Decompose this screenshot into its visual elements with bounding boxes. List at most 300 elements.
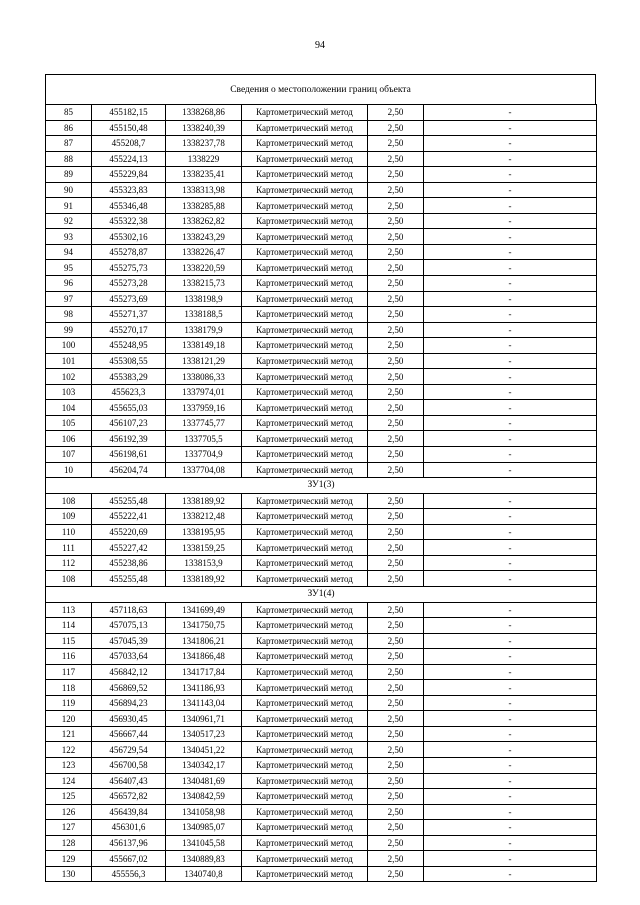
point-number-cell: 124 [46, 773, 92, 789]
method-cell: Картометрический метод [242, 198, 368, 214]
y-coordinate-cell: 1338189,92 [166, 493, 242, 509]
point-number-cell: 96 [46, 276, 92, 292]
accuracy-cell: 2,50 [368, 757, 424, 773]
point-number-cell: 104 [46, 400, 92, 416]
table-row [46, 493, 597, 509]
point-number-cell: 101 [46, 353, 92, 369]
accuracy-cell: 2,50 [368, 260, 424, 276]
x-coordinate-cell: 457045,39 [92, 633, 166, 649]
method-cell: Картометрический метод [242, 695, 368, 711]
group-row [46, 478, 597, 494]
description-cell: - [424, 711, 597, 727]
group-label: ЗУ1(3) [46, 478, 597, 494]
point-number-cell: 112 [46, 555, 92, 571]
accuracy-cell: 2,50 [368, 649, 424, 665]
x-coordinate-cell: 456107,23 [92, 415, 166, 431]
x-coordinate-cell: 455248,95 [92, 338, 166, 354]
description-cell: - [424, 820, 597, 836]
y-coordinate-cell: 1338212,48 [166, 509, 242, 525]
point-number-cell: 93 [46, 229, 92, 245]
table-row [46, 244, 597, 260]
y-coordinate-cell: 1340740,8 [166, 866, 242, 882]
point-number-cell: 123 [46, 757, 92, 773]
accuracy-cell: 2,50 [368, 384, 424, 400]
point-number-cell: 108 [46, 493, 92, 509]
description-cell: - [424, 182, 597, 198]
accuracy-cell: 2,50 [368, 213, 424, 229]
table-row [46, 789, 597, 805]
accuracy-cell: 2,50 [368, 167, 424, 183]
method-cell: Картометрический метод [242, 820, 368, 836]
y-coordinate-cell: 1338121,29 [166, 353, 242, 369]
y-coordinate-cell: 1338237,78 [166, 136, 242, 152]
description-cell: - [424, 866, 597, 882]
description-cell: - [424, 213, 597, 229]
table-row [46, 120, 597, 136]
point-number-cell: 111 [46, 540, 92, 556]
table-row [46, 633, 597, 649]
method-cell: Картометрический метод [242, 384, 368, 400]
point-number-cell: 122 [46, 742, 92, 758]
method-cell: Картометрический метод [242, 742, 368, 758]
point-number-cell: 90 [46, 182, 92, 198]
point-number-cell: 106 [46, 431, 92, 447]
point-number-cell: 89 [46, 167, 92, 183]
y-coordinate-cell: 1337959,16 [166, 400, 242, 416]
point-number-cell: 99 [46, 322, 92, 338]
y-coordinate-cell: 1337974,01 [166, 384, 242, 400]
table-row [46, 524, 597, 540]
table-row [46, 260, 597, 276]
accuracy-cell: 2,50 [368, 182, 424, 198]
accuracy-cell: 2,50 [368, 198, 424, 214]
table-row [46, 555, 597, 571]
y-coordinate-cell: 1337745,77 [166, 415, 242, 431]
description-cell: - [424, 540, 597, 556]
x-coordinate-cell: 455150,48 [92, 120, 166, 136]
point-number-cell: 103 [46, 384, 92, 400]
x-coordinate-cell: 455667,02 [92, 851, 166, 867]
method-cell: Картометрический метод [242, 369, 368, 385]
point-number-cell: 119 [46, 695, 92, 711]
method-cell: Картометрический метод [242, 213, 368, 229]
point-number-cell: 130 [46, 866, 92, 882]
x-coordinate-cell: 456407,43 [92, 773, 166, 789]
method-cell: Картометрический метод [242, 136, 368, 152]
method-cell: Картометрический метод [242, 509, 368, 525]
description-cell: - [424, 136, 597, 152]
y-coordinate-cell: 1340481,69 [166, 773, 242, 789]
point-number-cell: 110 [46, 524, 92, 540]
accuracy-cell: 2,50 [368, 105, 424, 121]
method-cell: Картометрический метод [242, 866, 368, 882]
description-cell: - [424, 198, 597, 214]
x-coordinate-cell: 456301,6 [92, 820, 166, 836]
point-number-cell: 126 [46, 804, 92, 820]
table-row [46, 229, 597, 245]
point-number-cell: 91 [46, 198, 92, 214]
point-number-cell: 10 [46, 462, 92, 478]
table-row [46, 851, 597, 867]
accuracy-cell: 2,50 [368, 866, 424, 882]
description-cell: - [424, 664, 597, 680]
description-cell: - [424, 493, 597, 509]
accuracy-cell: 2,50 [368, 540, 424, 556]
accuracy-cell: 2,50 [368, 555, 424, 571]
accuracy-cell: 2,50 [368, 695, 424, 711]
point-number-cell: 100 [46, 338, 92, 354]
table-row [46, 773, 597, 789]
x-coordinate-cell: 455323,83 [92, 182, 166, 198]
point-number-cell: 128 [46, 835, 92, 851]
table-row [46, 664, 597, 680]
method-cell: Картометрический метод [242, 789, 368, 805]
method-cell: Картометрический метод [242, 524, 368, 540]
accuracy-cell: 2,50 [368, 415, 424, 431]
table-row [46, 447, 597, 463]
y-coordinate-cell: 1341045,58 [166, 835, 242, 851]
y-coordinate-cell: 1338179,9 [166, 322, 242, 338]
y-coordinate-cell: 1338215,73 [166, 276, 242, 292]
description-cell: - [424, 462, 597, 478]
description-cell: - [424, 447, 597, 463]
accuracy-cell: 2,50 [368, 524, 424, 540]
x-coordinate-cell: 455346,48 [92, 198, 166, 214]
point-number-cell: 98 [46, 307, 92, 323]
table-row [46, 415, 597, 431]
y-coordinate-cell: 1338285,88 [166, 198, 242, 214]
accuracy-cell: 2,50 [368, 571, 424, 587]
point-number-cell: 129 [46, 851, 92, 867]
x-coordinate-cell: 455273,69 [92, 291, 166, 307]
accuracy-cell: 2,50 [368, 431, 424, 447]
y-coordinate-cell: 1338240,39 [166, 120, 242, 136]
table-row [46, 136, 597, 152]
accuracy-cell: 2,50 [368, 120, 424, 136]
description-cell: - [424, 105, 597, 121]
method-cell: Картометрический метод [242, 338, 368, 354]
description-cell: - [424, 384, 597, 400]
x-coordinate-cell: 455270,17 [92, 322, 166, 338]
x-coordinate-cell: 456192,39 [92, 431, 166, 447]
x-coordinate-cell: 455182,15 [92, 105, 166, 121]
y-coordinate-cell: 1338086,33 [166, 369, 242, 385]
table-row [46, 820, 597, 836]
table-row [46, 680, 597, 696]
point-number-cell: 116 [46, 649, 92, 665]
point-number-cell: 121 [46, 726, 92, 742]
table-row [46, 322, 597, 338]
point-number-cell: 95 [46, 260, 92, 276]
description-cell: - [424, 291, 597, 307]
method-cell: Картометрический метод [242, 618, 368, 634]
description-cell: - [424, 571, 597, 587]
table-row [46, 291, 597, 307]
method-cell: Картометрический метод [242, 462, 368, 478]
table-row [46, 509, 597, 525]
x-coordinate-cell: 455273,28 [92, 276, 166, 292]
point-number-cell: 114 [46, 618, 92, 634]
table-row [46, 618, 597, 634]
x-coordinate-cell: 456729,54 [92, 742, 166, 758]
x-coordinate-cell: 455255,48 [92, 571, 166, 587]
method-cell: Картометрический метод [242, 680, 368, 696]
point-number-cell: 97 [46, 291, 92, 307]
x-coordinate-cell: 455302,16 [92, 229, 166, 245]
y-coordinate-cell: 1341866,48 [166, 649, 242, 665]
x-coordinate-cell: 457033,64 [92, 649, 166, 665]
description-cell: - [424, 307, 597, 323]
table-row [46, 804, 597, 820]
description-cell: - [424, 680, 597, 696]
method-cell: Картометрический метод [242, 151, 368, 167]
table-row [46, 571, 597, 587]
table-row [46, 276, 597, 292]
x-coordinate-cell: 456869,52 [92, 680, 166, 696]
y-coordinate-cell: 1338195,95 [166, 524, 242, 540]
y-coordinate-cell: 1338198,9 [166, 291, 242, 307]
x-coordinate-cell: 455322,38 [92, 213, 166, 229]
description-cell: - [424, 244, 597, 260]
description-cell: - [424, 167, 597, 183]
method-cell: Картометрический метод [242, 322, 368, 338]
x-coordinate-cell: 455229,84 [92, 167, 166, 183]
description-cell: - [424, 509, 597, 525]
method-cell: Картометрический метод [242, 260, 368, 276]
accuracy-cell: 2,50 [368, 509, 424, 525]
description-cell: - [424, 804, 597, 820]
boundary-coordinates-table [45, 104, 597, 882]
y-coordinate-cell: 1340842,59 [166, 789, 242, 805]
table-row [46, 757, 597, 773]
x-coordinate-cell: 455224,13 [92, 151, 166, 167]
method-cell: Картометрический метод [242, 167, 368, 183]
method-cell: Картометрический метод [242, 307, 368, 323]
y-coordinate-cell: 1338220,59 [166, 260, 242, 276]
description-cell: - [424, 742, 597, 758]
method-cell: Картометрический метод [242, 649, 368, 665]
y-coordinate-cell: 1337704,08 [166, 462, 242, 478]
y-coordinate-cell: 1341750,75 [166, 618, 242, 634]
description-cell: - [424, 400, 597, 416]
table-row [46, 167, 597, 183]
y-coordinate-cell: 1338189,92 [166, 571, 242, 587]
y-coordinate-cell: 1338226,47 [166, 244, 242, 260]
point-number-cell: 115 [46, 633, 92, 649]
point-number-cell: 105 [46, 415, 92, 431]
group-label: ЗУ1(4) [46, 586, 597, 602]
x-coordinate-cell: 455238,86 [92, 555, 166, 571]
method-cell: Картометрический метод [242, 555, 368, 571]
description-cell: - [424, 555, 597, 571]
accuracy-cell: 2,50 [368, 789, 424, 805]
point-number-cell: 108 [46, 571, 92, 587]
point-number-cell: 117 [46, 664, 92, 680]
method-cell: Картометрический метод [242, 633, 368, 649]
description-cell: - [424, 649, 597, 665]
table-row [46, 213, 597, 229]
accuracy-cell: 2,50 [368, 820, 424, 836]
method-cell: Картометрический метод [242, 244, 368, 260]
accuracy-cell: 2,50 [368, 369, 424, 385]
y-coordinate-cell: 1338188,5 [166, 307, 242, 323]
table-row [46, 431, 597, 447]
x-coordinate-cell: 456894,23 [92, 695, 166, 711]
point-number-cell: 88 [46, 151, 92, 167]
accuracy-cell: 2,50 [368, 400, 424, 416]
table-row [46, 338, 597, 354]
description-cell: - [424, 151, 597, 167]
boundary-table-sheet [45, 74, 596, 882]
method-cell: Картометрический метод [242, 353, 368, 369]
point-number-cell: 125 [46, 789, 92, 805]
description-cell: - [424, 835, 597, 851]
description-cell: - [424, 415, 597, 431]
method-cell: Картометрический метод [242, 105, 368, 121]
y-coordinate-cell: 1338268,86 [166, 105, 242, 121]
y-coordinate-cell: 1340517,23 [166, 726, 242, 742]
table-row [46, 711, 597, 727]
method-cell: Картометрический метод [242, 726, 368, 742]
x-coordinate-cell: 456930,45 [92, 711, 166, 727]
page-number: 94 [315, 40, 325, 51]
x-coordinate-cell: 455271,37 [92, 307, 166, 323]
accuracy-cell: 2,50 [368, 353, 424, 369]
y-coordinate-cell: 1338149,18 [166, 338, 242, 354]
method-cell: Картометрический метод [242, 431, 368, 447]
x-coordinate-cell: 456204,74 [92, 462, 166, 478]
point-number-cell: 109 [46, 509, 92, 525]
method-cell: Картометрический метод [242, 182, 368, 198]
accuracy-cell: 2,50 [368, 851, 424, 867]
x-coordinate-cell: 456137,96 [92, 835, 166, 851]
y-coordinate-cell: 1341806,21 [166, 633, 242, 649]
accuracy-cell: 2,50 [368, 338, 424, 354]
x-coordinate-cell: 455275,73 [92, 260, 166, 276]
description-cell: - [424, 789, 597, 805]
accuracy-cell: 2,50 [368, 618, 424, 634]
y-coordinate-cell: 1337704,9 [166, 447, 242, 463]
method-cell: Картометрический метод [242, 229, 368, 245]
table-row [46, 182, 597, 198]
table-title: Сведения о местоположении границ объекта [45, 74, 596, 104]
method-cell: Картометрический метод [242, 493, 368, 509]
description-cell: - [424, 773, 597, 789]
accuracy-cell: 2,50 [368, 291, 424, 307]
y-coordinate-cell: 1338153,9 [166, 555, 242, 571]
description-cell: - [424, 260, 597, 276]
table-row [46, 602, 597, 618]
accuracy-cell: 2,50 [368, 742, 424, 758]
method-cell: Картометрический метод [242, 664, 368, 680]
table-row [46, 835, 597, 851]
y-coordinate-cell: 1340985,07 [166, 820, 242, 836]
table-row [46, 726, 597, 742]
accuracy-cell: 2,50 [368, 136, 424, 152]
point-number-cell: 86 [46, 120, 92, 136]
x-coordinate-cell: 455655,03 [92, 400, 166, 416]
description-cell: - [424, 602, 597, 618]
table-row [46, 649, 597, 665]
accuracy-cell: 2,50 [368, 244, 424, 260]
description-cell: - [424, 276, 597, 292]
table-row [46, 400, 597, 416]
point-number-cell: 107 [46, 447, 92, 463]
accuracy-cell: 2,50 [368, 322, 424, 338]
y-coordinate-cell: 1337705,5 [166, 431, 242, 447]
x-coordinate-cell: 455383,29 [92, 369, 166, 385]
x-coordinate-cell: 455227,42 [92, 540, 166, 556]
y-coordinate-cell: 1338262,82 [166, 213, 242, 229]
table-row [46, 353, 597, 369]
accuracy-cell: 2,50 [368, 726, 424, 742]
x-coordinate-cell: 457118,63 [92, 602, 166, 618]
description-cell: - [424, 229, 597, 245]
method-cell: Картометрический метод [242, 773, 368, 789]
description-cell: - [424, 431, 597, 447]
point-number-cell: 113 [46, 602, 92, 618]
accuracy-cell: 2,50 [368, 680, 424, 696]
description-cell: - [424, 757, 597, 773]
table-row [46, 540, 597, 556]
x-coordinate-cell: 456572,82 [92, 789, 166, 805]
accuracy-cell: 2,50 [368, 493, 424, 509]
x-coordinate-cell: 455222,41 [92, 509, 166, 525]
table-row [46, 742, 597, 758]
accuracy-cell: 2,50 [368, 307, 424, 323]
x-coordinate-cell: 455255,48 [92, 493, 166, 509]
x-coordinate-cell: 456842,12 [92, 664, 166, 680]
table-row [46, 369, 597, 385]
method-cell: Картометрический метод [242, 602, 368, 618]
accuracy-cell: 2,50 [368, 462, 424, 478]
method-cell: Картометрический метод [242, 711, 368, 727]
method-cell: Картометрический метод [242, 835, 368, 851]
x-coordinate-cell: 455556,3 [92, 866, 166, 882]
accuracy-cell: 2,50 [368, 804, 424, 820]
x-coordinate-cell: 456439,84 [92, 804, 166, 820]
method-cell: Картометрический метод [242, 415, 368, 431]
y-coordinate-cell: 1341058,98 [166, 804, 242, 820]
accuracy-cell: 2,50 [368, 711, 424, 727]
description-cell: - [424, 618, 597, 634]
description-cell: - [424, 695, 597, 711]
method-cell: Картометрический метод [242, 540, 368, 556]
method-cell: Картометрический метод [242, 120, 368, 136]
method-cell: Картометрический метод [242, 571, 368, 587]
y-coordinate-cell: 1338243,29 [166, 229, 242, 245]
point-number-cell: 120 [46, 711, 92, 727]
table-row [46, 105, 597, 121]
point-number-cell: 118 [46, 680, 92, 696]
description-cell: - [424, 633, 597, 649]
table-row [46, 151, 597, 167]
accuracy-cell: 2,50 [368, 276, 424, 292]
method-cell: Картометрический метод [242, 851, 368, 867]
y-coordinate-cell: 1341143,04 [166, 695, 242, 711]
point-number-cell: 102 [46, 369, 92, 385]
accuracy-cell: 2,50 [368, 773, 424, 789]
y-coordinate-cell: 1340961,71 [166, 711, 242, 727]
group-row [46, 586, 597, 602]
table-body [46, 105, 597, 882]
x-coordinate-cell: 455623,3 [92, 384, 166, 400]
y-coordinate-cell: 1341699,49 [166, 602, 242, 618]
method-cell: Картометрический метод [242, 291, 368, 307]
accuracy-cell: 2,50 [368, 229, 424, 245]
point-number-cell: 85 [46, 105, 92, 121]
method-cell: Картометрический метод [242, 804, 368, 820]
